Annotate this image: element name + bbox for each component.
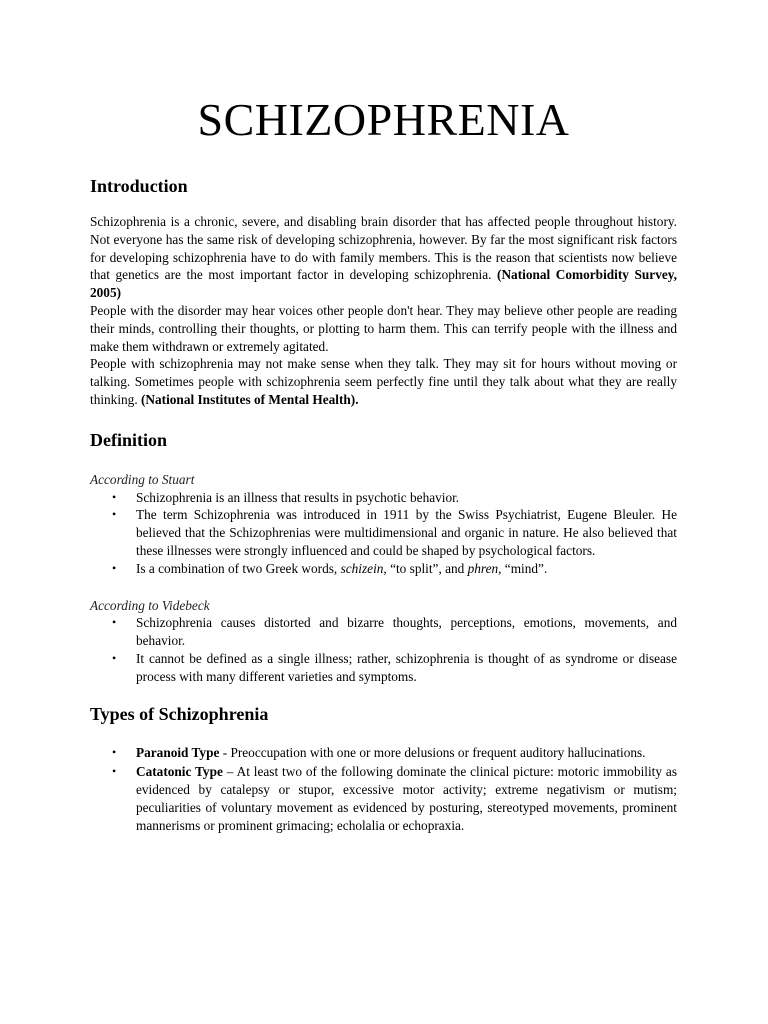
types-section	[90, 703, 677, 835]
citation: (National Institutes of Mental Health).	[140, 391, 359, 407]
types-heading: Types of Schizophrenia	[90, 703, 269, 724]
type-description: – At least two of the following dominate the clinical picture: motoric immobility as evidenced by catalepsy or stupor, excessive motor activity; extreme negativism or mutism; peculiarities of voluntary movement as evidenced by posturing, stereotyped movements, prominent mannerisms or prominent grimacing; echolalia or echopraxia.	[136, 764, 677, 833]
list-item-text: , “to split”, and	[383, 560, 468, 576]
paragraph-text: People with schizophrenia may not make sense when they talk. They may sit for hours without moving or talking. Sometimes people with schizophrenia seem perfectly fine until they talk about what they are really thinking.	[90, 356, 677, 407]
list-item	[90, 489, 677, 507]
introduction-paragraph-3	[90, 355, 677, 408]
list-item	[90, 560, 677, 578]
list-item-text: Schizophrenia is an illness that results in psychotic behavior.	[136, 489, 460, 505]
type-term: Catatonic Type	[136, 764, 223, 780]
list-item	[90, 506, 677, 559]
list-item	[90, 650, 677, 686]
bullet-icon: •	[112, 489, 117, 504]
bullet-icon: •	[112, 650, 117, 665]
citation: (National Comorbidity Survey, 2005)	[90, 267, 677, 301]
list-item-catatonic-type	[90, 763, 677, 834]
bullet-icon: •	[112, 560, 117, 575]
introduction-section	[90, 175, 677, 409]
list-item-text: It cannot be defined as a single illness; rather, schizophrenia is thought of as syndrome or disease process with many different varieties and symptoms.	[136, 650, 677, 684]
definition-section	[90, 429, 677, 686]
bullet-icon: •	[112, 615, 117, 630]
list-item-text: Schizophrenia causes distorted and bizarre thoughts, perceptions, emotions, movements, and behavior.	[136, 615, 677, 649]
stuart-definition-list	[90, 489, 677, 578]
type-description: - Preoccupation with one or more delusions or frequent auditory hallucinations.	[219, 744, 646, 760]
definition-heading: Definition	[90, 429, 168, 450]
greek-word-phren: phren	[467, 560, 499, 576]
list-item	[90, 614, 677, 650]
list-item-text: Is a combination of two Greek words,	[136, 560, 341, 576]
introduction-paragraph-2: People with the disorder may hear voices other people don't hear. They may believe other people are reading their minds, controlling their thoughts, or plotting to harm them. This can terrify people with the illness and make them withdrawn or extremely agitated.	[90, 302, 677, 354]
according-to-videbeck-label: According to Videbeck	[90, 597, 210, 613]
bullet-icon: •	[112, 764, 117, 779]
list-item-text: The term Schizophrenia was introduced in 1911 by the Swiss Psychiatrist, Eugene Bleuler. He believed that the Schizophrenias were multidimensional and organic in nature. He also believed that these illnesses were strongly influenced and could be shaped by psychological factors.	[136, 507, 677, 558]
paragraph-text: Schizophrenia is a chronic, severe, and disabling brain disorder that has affected people throughout history. Not everyone has the same risk of developing schizophrenia, however. By far the most significant risk factors for developing schizophrenia have to do with family members. This is the reason that scientists now believe that genetics are the most important factor in developing schizophrenia.	[90, 214, 677, 283]
type-term: Paranoid Type	[136, 744, 220, 760]
greek-word-schizein: schizein	[340, 560, 384, 576]
list-item-paranoid-type	[90, 744, 677, 762]
document-body	[90, 0, 677, 837]
types-list	[90, 744, 677, 835]
videbeck-definition-list	[90, 614, 677, 685]
bullet-icon: •	[112, 744, 117, 759]
according-to-stuart-label: According to Stuart	[90, 471, 195, 487]
document-title: SCHIZOPHRENIA	[197, 94, 570, 145]
list-item-text: , “mind”.	[498, 560, 548, 576]
introduction-heading: Introduction	[90, 176, 188, 196]
introduction-paragraph-1	[90, 213, 677, 302]
bullet-icon: •	[112, 507, 117, 522]
